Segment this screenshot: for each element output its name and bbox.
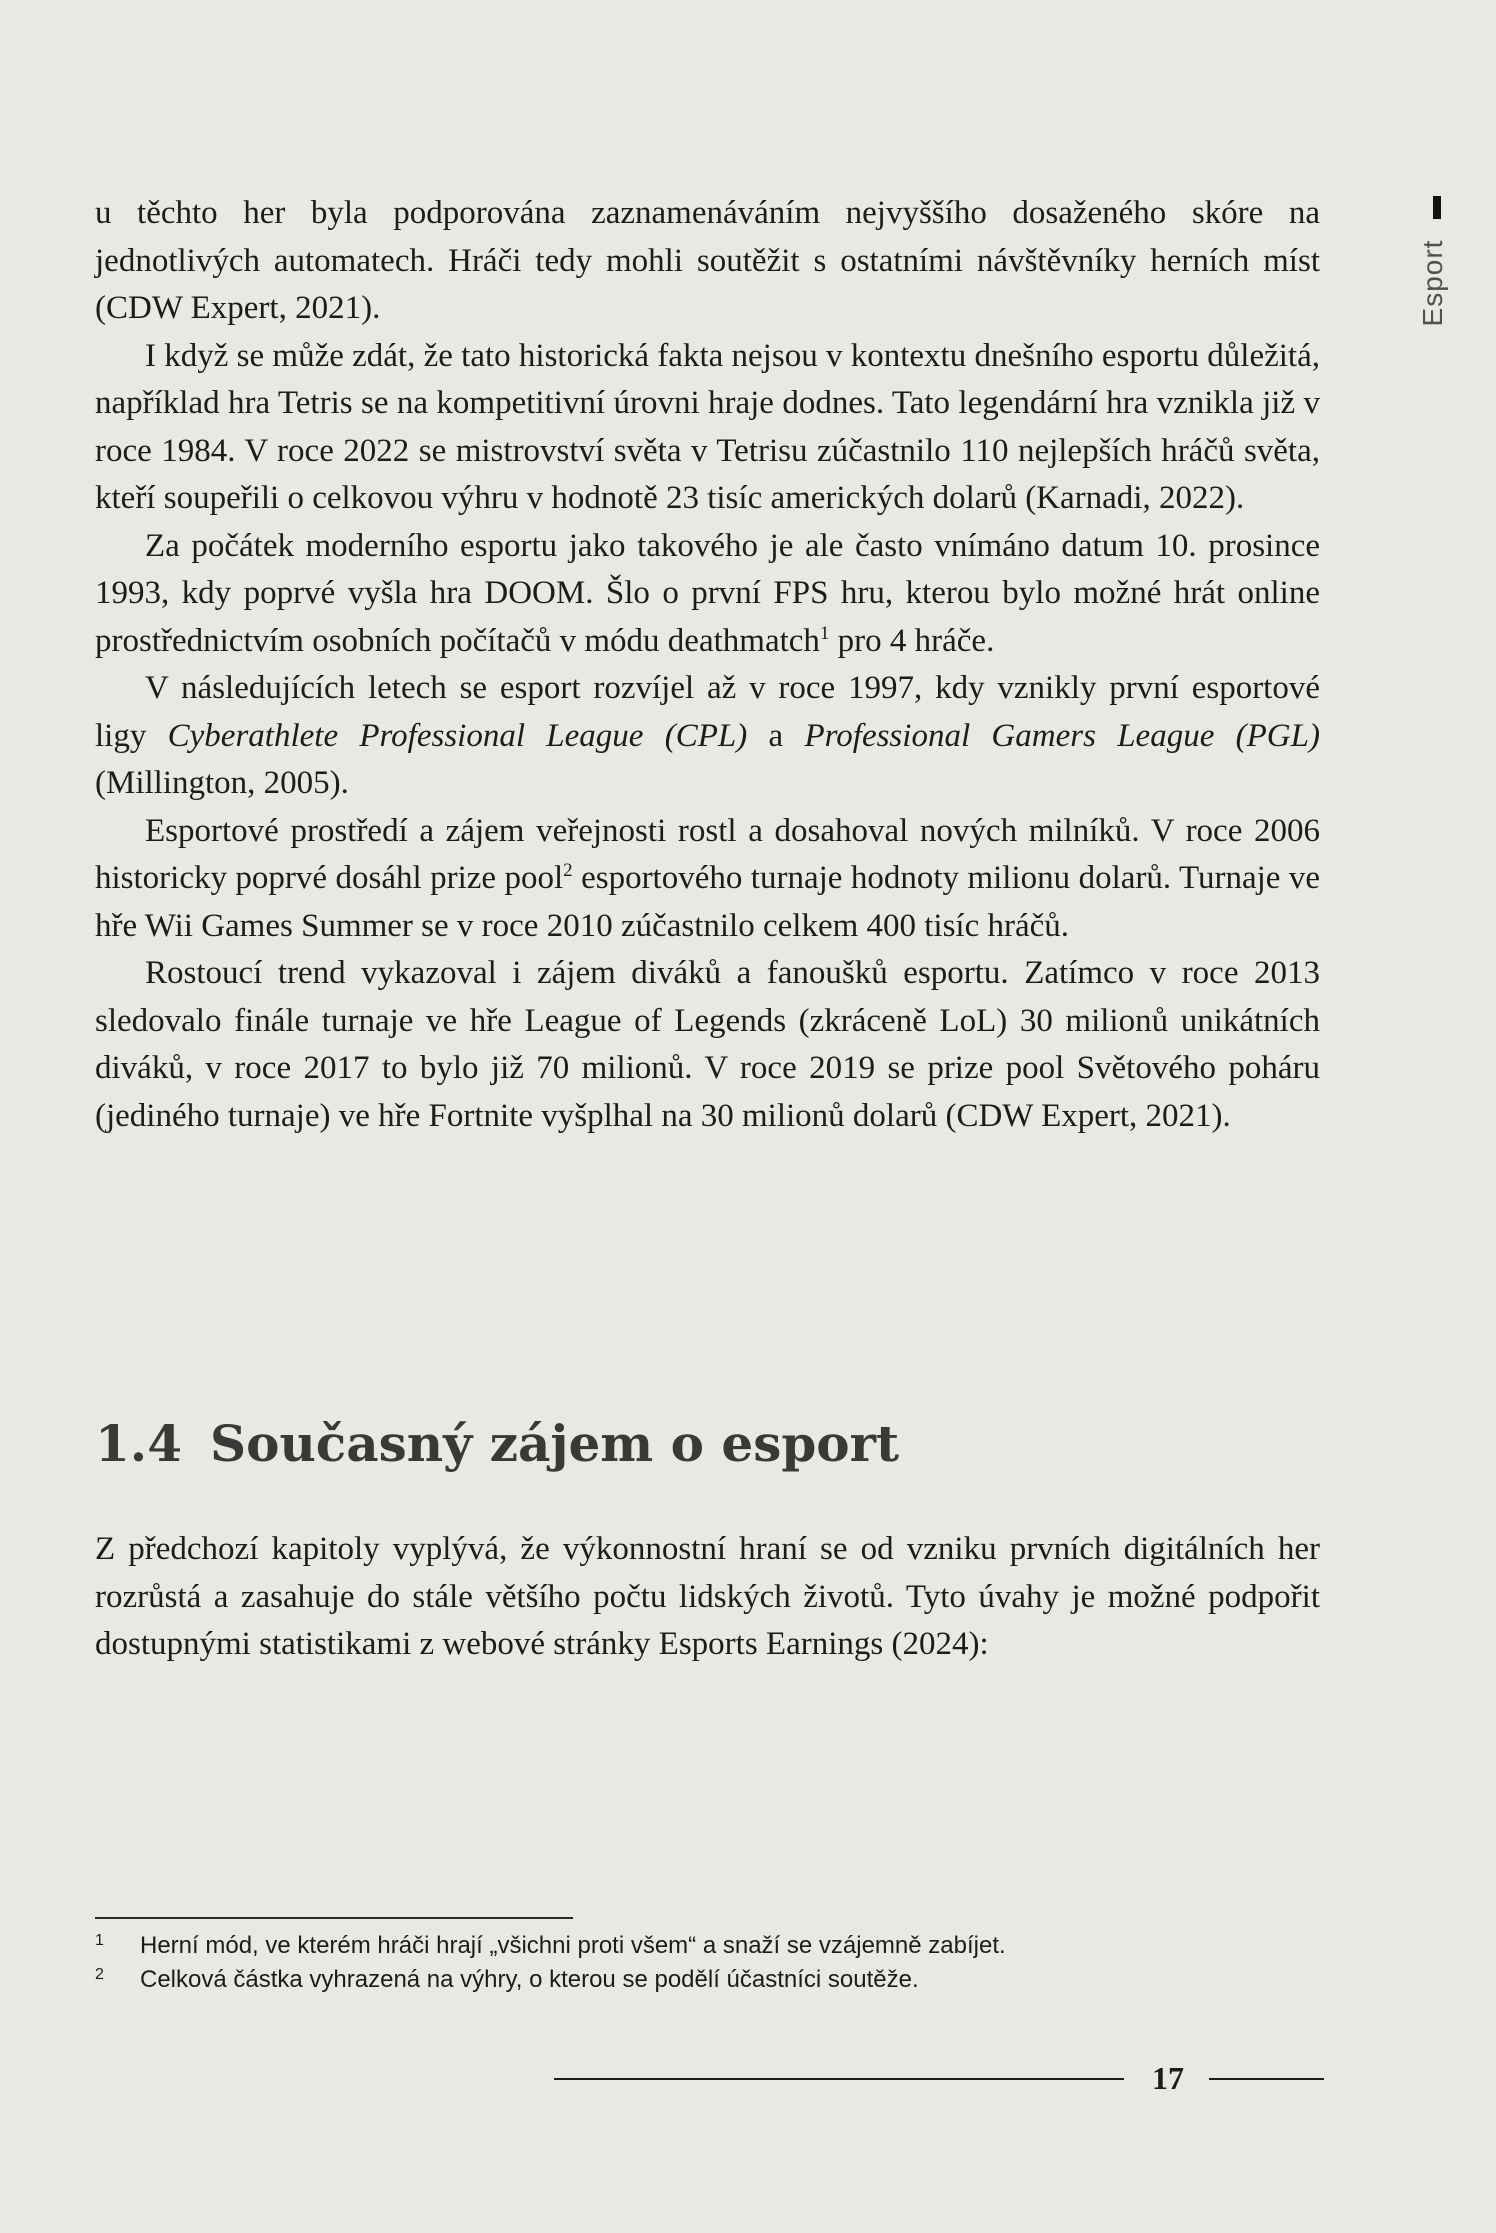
section-number: 1.4 [95, 1414, 182, 1473]
paragraph-text: pro 4 hráče. [829, 622, 995, 659]
paragraph-text: Esportové prostředí a zájem veřejnosti rostl a dosahoval nových milníků. V roce 2006 historicky poprvé dosáhl prize pool [95, 812, 1320, 896]
page-number: 17 [1152, 2060, 1184, 2096]
paragraph-text: Za počátek moderního esportu jako takového je ale často vnímáno datum 10. prosince 1993, kdy poprvé vyšla hra DOOM. Šlo o první FPS hru, kterou bylo možné hrát online prostřednictvím osobních počítačů v módu deathmatch [95, 527, 1320, 659]
footnote [95, 1929, 1320, 1963]
footer-rule [1209, 2078, 1324, 2080]
section-intro [95, 1526, 1320, 1669]
footnote-text: Herní mód, ve kterém hráči hrají „všichni proti všem“ a snaží se vzájemně zabíjet. [140, 1932, 1006, 1959]
footnote [95, 1963, 1320, 1997]
footnotes [95, 1929, 1320, 1997]
league-name: Cyberathlete Professional League (CPL) [167, 717, 748, 754]
footnote-reference: 2 [563, 860, 573, 881]
paragraph [95, 808, 1320, 951]
paragraph: Z předchozí kapitoly vyplývá, že výkonnostní hraní se od vzniku prvních digitálních her rozrůstá a zasahuje do stále většího počtu lidských životů. Tyto úvahy je možné podpořit dostupnými statistikami z webové stránky Esports Earnings (2024): [95, 1531, 1320, 1662]
section-title: Současný zájem o esport [210, 1414, 900, 1473]
chapter-marker [1433, 196, 1441, 219]
paragraph [95, 523, 1320, 666]
footnote-number: 2 [95, 1966, 104, 1983]
paragraph-text: V následujících letech se esport rozvíjel až v roce 1997, kdy vznikly první esportové ligy [95, 670, 1320, 754]
paragraph: u těchto her byla podporována zaznamenáváním nejvyššího dosaženého skóre na jednotlivých automatech. Hráči tedy mohli soutěžit s ostatními návštěvníky herních míst (CDW Expert, 2021). [95, 195, 1320, 326]
footer-rule [554, 2078, 1124, 2080]
body-text [95, 190, 1320, 1140]
paragraph-text: (Millington, 2005). [95, 765, 349, 801]
footnote-text: Celková částka vyhrazená na výhry, o kterou se podělí účastníci soutěže. [140, 1966, 919, 1993]
page-footer [554, 2058, 1324, 2098]
paragraph-text: a [747, 717, 805, 754]
paragraph-text: esportového turnaje hodnoty milionu dolarů. Turnaje ve hře Wii Games Summer se v roce 2010 zúčastnilo celkem 400 tisíc hráčů. [95, 860, 1320, 944]
running-header-label: Esport [1417, 239, 1448, 327]
footnote-separator [95, 1917, 573, 1919]
paragraph [95, 665, 1320, 808]
league-name: Professional Gamers League (PGL) [804, 717, 1320, 754]
footnote-reference: 1 [819, 622, 830, 644]
footnote-number: 1 [95, 1932, 104, 1949]
paragraph: Rostoucí trend vykazoval i zájem diváků a fanoušků esportu. Zatímco v roce 2013 sledovalo finále turnaje ve hře League of Legends (zkráceně LoL) 30 milionů unikátních diváků, v roce 2017 to bylo již 70 milionů. V roce 2019 se prize pool Světového poháru (jediného turnaje) ve hře Fortnite vyšplhal na 30 milionů dolarů (CDW Expert, 2021). [95, 955, 1320, 1134]
paragraph: I když se může zdát, že tato historická fakta nejsou v kontextu dnešního esportu důležitá, například hra Tetris se na kompetitivní úrovni hraje dodnes. Tato legendární hra vznikla již v roce 1984. V roce 2022 se mistrovství světa v Tetrisu zúčastnilo 110 nejlepších hráčů světa, kteří soupeřili o celkovou výhru v hodnotě 23 tisíc amerických dolarů (Karnadi, 2022). [95, 337, 1320, 516]
section-heading [95, 1408, 899, 1480]
